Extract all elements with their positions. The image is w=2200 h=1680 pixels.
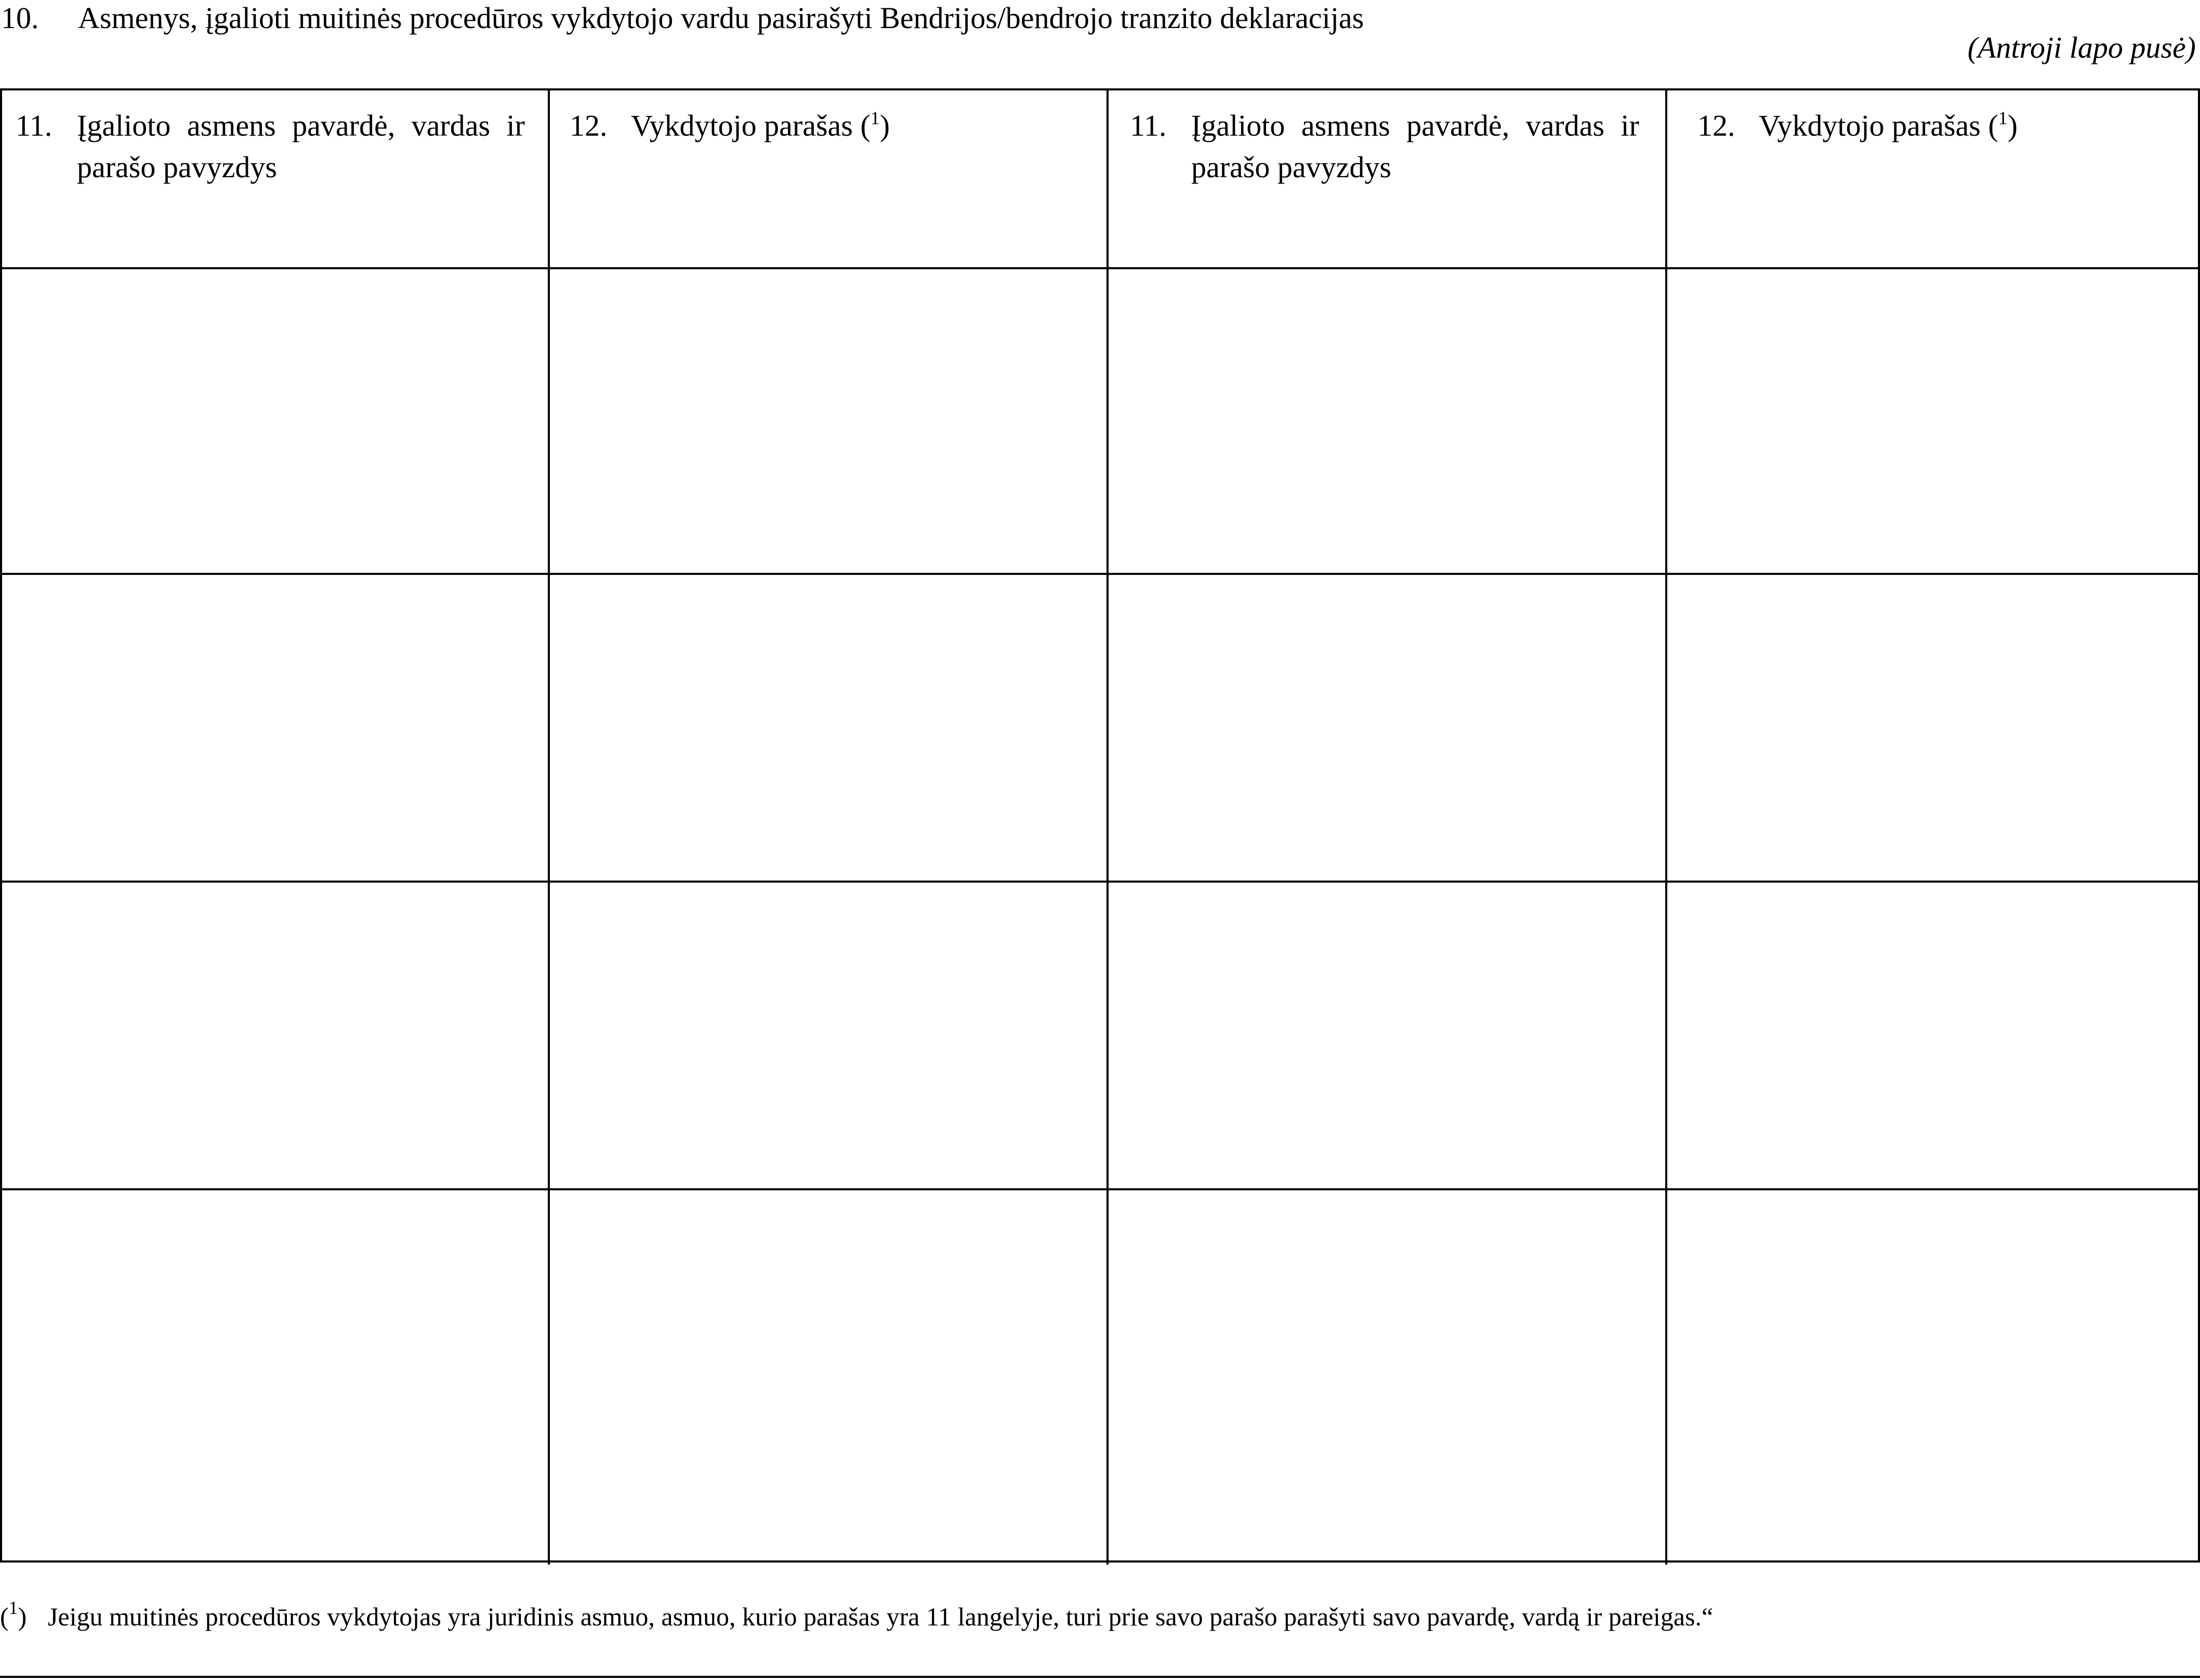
section-title-text: Asmenys, įgalioti muitinės procedūros vykdytojo vardu pasirašyti Bendrijos/bendrojo tranzito deklaracijas: [78, 1, 1364, 35]
column-divider: [548, 88, 550, 1565]
footnote-reference: 1: [870, 108, 880, 128]
row-divider: [2, 1188, 2198, 1190]
row-divider: [2, 267, 2198, 269]
header-cell-name-sample: [1130, 105, 1639, 209]
column-divider: [1665, 88, 1667, 1565]
row-divider: [2, 573, 2198, 575]
header-cell-signature: [570, 105, 1079, 209]
header-cell-signature: [1697, 105, 2165, 209]
header-label-wrap: [1759, 105, 2018, 147]
header-number: 11.: [1130, 109, 1167, 142]
header-number: 11.: [16, 109, 52, 142]
header-label: Įgalioto asmens pavardė, vardas ir parašo pavyzdys: [77, 109, 525, 184]
bottom-rule: [0, 1676, 2200, 1678]
footnote-text: Jeigu muitinės procedūros vykdytojas yra juridinis asmuo, asmuo, kurio parašas yra 11 langelyje, turi prie savo parašo parašyti savo pavardę, vardą ir pareigas.“: [48, 1602, 1714, 1631]
header-cell-name-sample: [16, 105, 525, 209]
footnote-marker: ($^1$): [0, 1597, 27, 1631]
header-label: Vykdytojo parašas (: [1759, 109, 1998, 142]
page-side-label: (Antroji lapo pusė): [1967, 31, 2196, 64]
header-number: 12.: [570, 109, 608, 142]
header-number: 12.: [1697, 109, 1735, 142]
column-divider: [1106, 88, 1109, 1565]
header-label: Įgalioto asmens pavardė, vardas ir parašo pavyzdys: [1191, 109, 1639, 184]
header-label: Vykdytojo parašas (: [631, 109, 871, 142]
signature-table: [0, 88, 2200, 1563]
header-label-wrap: [631, 105, 890, 147]
section-title: [1, 0, 1364, 36]
header-label-tail: ): [2007, 109, 2018, 142]
footnote: [0, 1596, 1713, 1637]
row-divider: [2, 881, 2198, 883]
section-number: 10.: [1, 1, 39, 35]
footnote-reference: 1: [1998, 108, 2008, 128]
header-label-tail: ): [879, 109, 890, 142]
